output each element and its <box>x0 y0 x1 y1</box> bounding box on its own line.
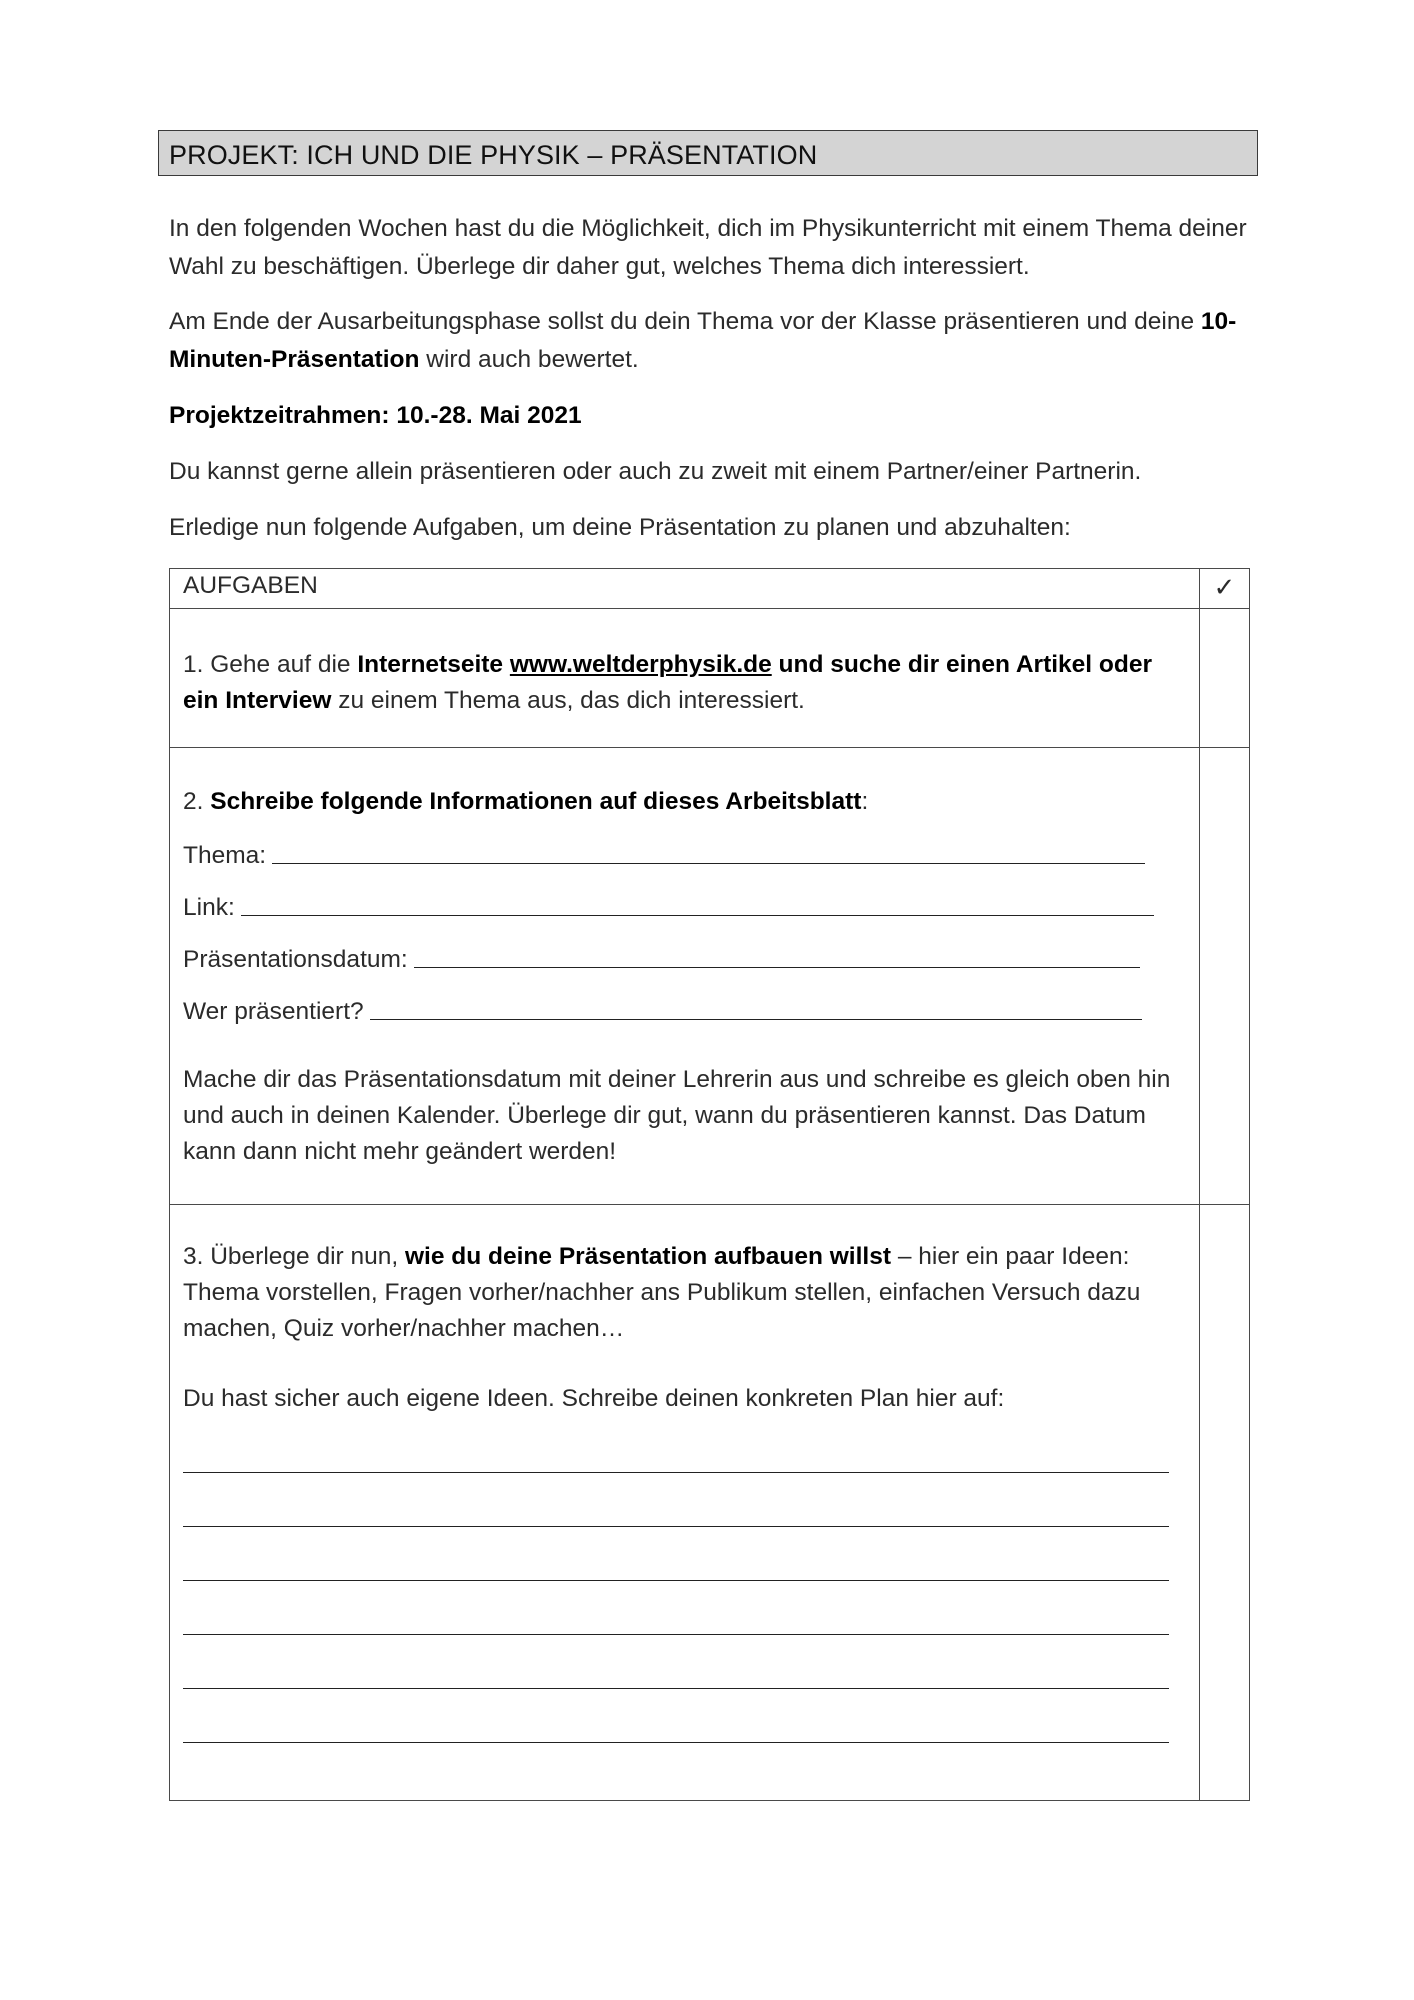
presentation-length-emphasis: 10-Minuten-Präsentation <box>169 308 1237 373</box>
link-label: Link: <box>183 894 235 921</box>
task-1-intro: 1. Gehe auf die <box>183 651 358 678</box>
intro-paragraph-4: Erledige nun folgende Aufgaben, um deine Präsentation zu planen und abzuhalten: <box>169 514 1071 541</box>
link-write-line[interactable] <box>241 914 1154 916</box>
page-title: PROJEKT: ICH UND DIE PHYSIK – PRÄSENTATION <box>158 130 1258 176</box>
task-2-note: Mache dir das Präsentationsdatum mit deiner Lehrerin aus und schreibe es gleich oben hin und auch in deinen Kalender. Überlege dir gut, wann du präsentieren kannst. Das Datum kann dann nicht mehr geändert werden! <box>183 1066 1171 1165</box>
task-2-instruction: Schreibe folgende Informationen auf dieses Arbeitsblatt <box>210 788 862 815</box>
task-1-end: zu einem Thema aus, das dich interessiert. <box>331 687 805 714</box>
plan-write-line[interactable] <box>183 1581 1169 1635</box>
presentation-date-label: Präsentationsdatum: <box>183 946 408 973</box>
task-table-header: AUFGABEN <box>170 569 1200 609</box>
presentation-date-field[interactable] <box>183 924 1186 976</box>
task-table-header-row <box>170 569 1250 609</box>
plan-write-line[interactable] <box>183 1419 1169 1473</box>
plan-write-line[interactable] <box>183 1527 1169 1581</box>
task-2-checkbox[interactable] <box>1199 748 1249 1205</box>
task-1-website-label: Internetseite <box>357 651 510 678</box>
task-1-checkbox[interactable] <box>1199 609 1249 748</box>
plan-write-line[interactable] <box>183 1473 1169 1527</box>
topic-label: Thema: <box>183 842 267 869</box>
task-row-2 <box>170 748 1250 1205</box>
intro-paragraph-2-end: wird auch bewertet. <box>419 346 639 373</box>
task-3-text: 3. Überlege dir nun, wie du deine Präsentation aufbauen willst – hier ein paar Ideen: Thema vorstellen, Fragen vorher/nachher ans Publikum stellen, einfachen Versuch dazu machen, Quiz vorher/nachher machen… <box>183 1243 1141 1342</box>
intro-paragraph-2-start: Am Ende der Ausarbeitungsphase sollst du dein Thema vor der Klasse präsentieren und deine <box>169 308 1201 335</box>
task-table <box>169 568 1250 1801</box>
task-2-heading: 2. Schreibe folgende Informationen auf dieses Arbeitsblatt: <box>183 788 869 815</box>
intro-paragraph-3: Du kannst gerne allein präsentieren oder auch zu zweit mit einem Partner/einer Partnerin. <box>169 458 1142 485</box>
presentation-date-write-line[interactable] <box>414 966 1140 968</box>
project-timeframe: Projektzeitrahmen: 10.-28. Mai 2021 <box>169 402 582 429</box>
task-3-checkbox[interactable] <box>1199 1205 1249 1801</box>
task-row-3 <box>170 1205 1250 1801</box>
topic-write-line[interactable] <box>272 862 1145 864</box>
task-1-instruction: und suche dir einen Artikel oder ein Interview <box>183 651 1152 714</box>
presenter-label: Wer präsentiert? <box>183 998 364 1025</box>
link-field[interactable] <box>183 872 1186 924</box>
website-link[interactable]: www.weltderphysik.de <box>509 651 772 678</box>
plan-writing-area[interactable] <box>183 1419 1186 1743</box>
checkmark-header: ✓ <box>1199 569 1249 609</box>
intro-paragraph-2 <box>169 303 1259 379</box>
task-row-1 <box>170 609 1250 748</box>
task-1-text <box>170 609 1199 719</box>
intro-paragraph-1: In den folgenden Wochen hast du die Möglichkeit, dich im Physikunterricht mit einem Thema deiner Wahl zu beschäftigen. Überlege dir daher gut, welches Thema dich interessiert. <box>169 215 1247 280</box>
task-3-instruction: wie du deine Präsentation aufbauen willst <box>405 1243 892 1270</box>
presenter-write-line[interactable] <box>370 1018 1142 1020</box>
plan-write-line[interactable] <box>183 1635 1169 1689</box>
topic-field[interactable] <box>183 820 1186 872</box>
plan-write-line[interactable] <box>183 1689 1169 1743</box>
presenter-field[interactable] <box>183 976 1186 1028</box>
task-3-prompt: Du hast sicher auch eigene Ideen. Schreibe deinen konkreten Plan hier auf: <box>183 1385 1005 1412</box>
